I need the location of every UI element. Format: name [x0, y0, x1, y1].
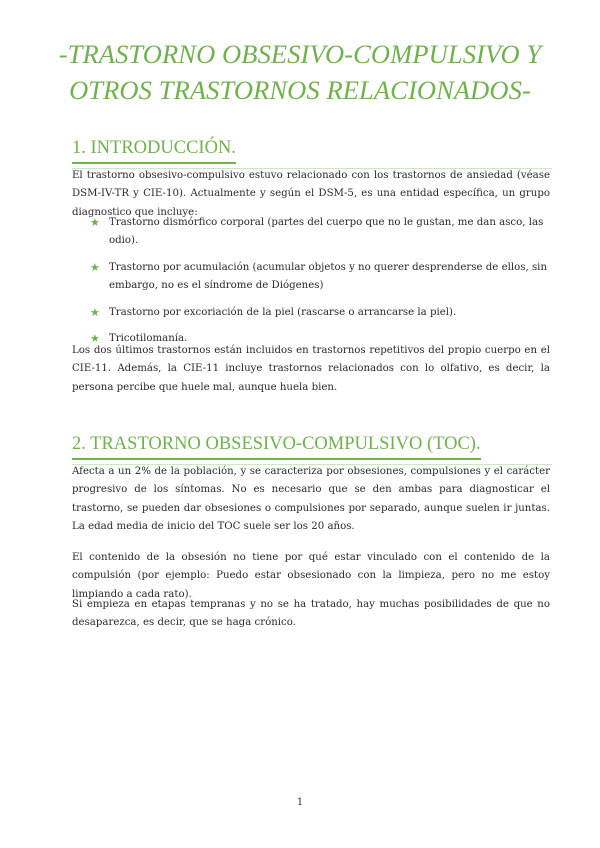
section-2-heading-text: 2. TRASTORNO OBSESIVO-COMPULSIVO (TOC).: [72, 433, 481, 460]
section-1-closing-paragraph: Los dos últimos trastornos están incluidos en trastornos repetitivos del propio cuerpo en el CIE-11. Además, la CIE-11 incluye trastornos relacionados con lo olfativo, es decir, la persona percibe que huele mal, aunque huela bien.: [72, 345, 550, 393]
document-title: [30, 36, 570, 108]
document-title-line-2: OTROS TRASTORNOS RELACIONADOS-: [69, 75, 531, 105]
section-2-paragraph-1: Afecta a un 2% de la población, y se caracteriza por obsesiones, compulsiones y el carácter progresivo de los síntomas. No es necesario que se den ambas para diagnosticar el trastorno, se pueden dar obsesiones o compulsiones por separado, aunque suelen ir juntas. La edad media de inicio del TOC suele ser los 20 años.: [72, 466, 550, 533]
star-bullet-icon: ★: [90, 305, 100, 319]
list-item-text: Trastorno dismórfico corporal (partes del cuerpo que no le gustan, me dan asco, las odio).: [109, 217, 544, 247]
star-bullet-icon: ★: [90, 332, 100, 346]
star-bullet-icon: ★: [90, 260, 100, 274]
list-item-text: Tricotilomanía.: [109, 333, 188, 345]
list-item: [90, 214, 550, 251]
star-bullet-icon: ★: [90, 216, 100, 229]
document-title-line-1: -TRASTORNO OBSESIVO-COMPULSIVO Y: [58, 39, 542, 69]
section-2-paragraph-3: Si empieza en etapas tempranas y no se ha tratado, hay muchas posibilidades de que no desaparezca, es decir, que se haga crónico.: [72, 599, 550, 629]
list-item: [90, 259, 550, 296]
section-1-heading-text: 1. INTRODUCCIÓN.: [72, 137, 236, 164]
section-1-intro-paragraph: El trastorno obsesivo-compulsivo estuvo relacionado con los trastornos de ansiedad (véase DSM-IV-TR y CIE-10). Actualmente y según el DSM-5, es una entidad específica, un grupo diagnostico que incluye:: [72, 170, 550, 218]
section-2-heading: [72, 433, 552, 465]
section-1-heading: [72, 137, 552, 169]
list-item-text: Trastorno por acumulación (acumular objetos y no querer desprenderse de ellos, sin embargo, no es el síndrome de Diógenes): [109, 261, 548, 292]
list-item-text: Trastorno por excoriación de la piel (rascarse o arrancarse la piel).: [109, 306, 457, 318]
list-item: [90, 304, 550, 322]
disorder-list: [90, 214, 550, 356]
section-2-paragraph-2: El contenido de la obsesión no tiene por qué estar vinculado con el contenido de la compulsión (por ejemplo: Puedo estar obsesionado con la limpieza, pero no me estoy limpiando a cada rato).: [72, 552, 550, 600]
page-number: 1: [296, 797, 304, 808]
